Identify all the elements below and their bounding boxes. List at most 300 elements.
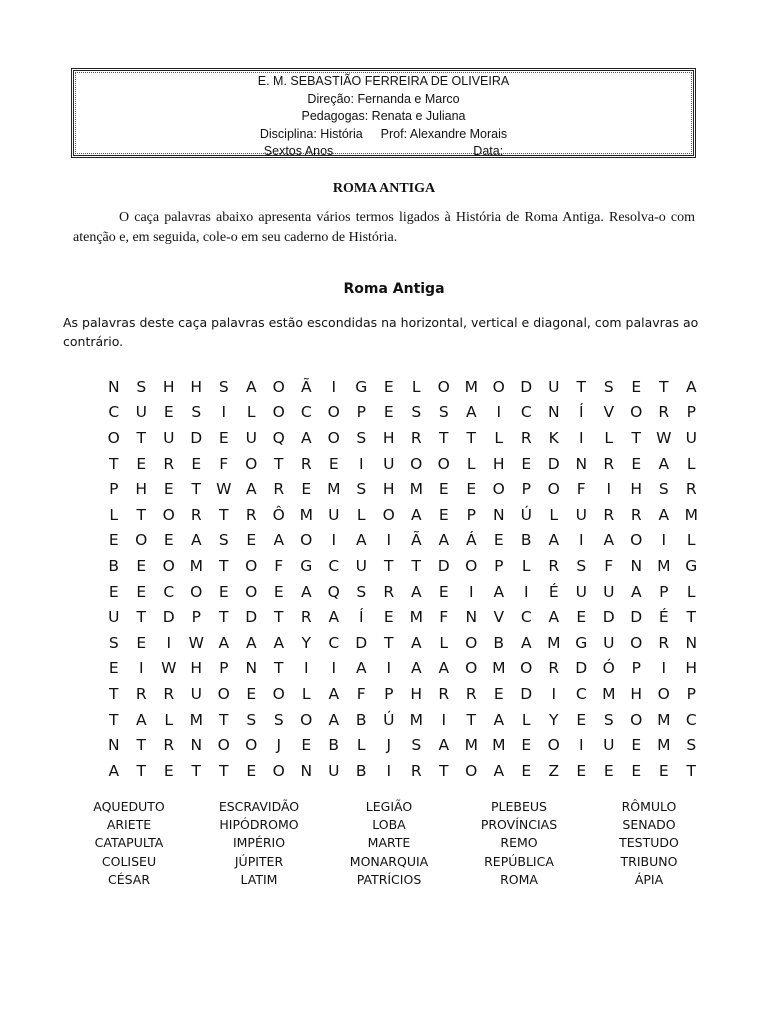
grid-cell: B — [108, 556, 120, 575]
grid-cell: R — [465, 684, 477, 703]
grid-cell: W — [656, 428, 672, 447]
grid-cell: A — [300, 582, 312, 601]
grid-cell: H — [162, 377, 175, 396]
grid-cell: E — [521, 761, 532, 780]
grid-cell: U — [135, 403, 147, 422]
grid-cell: F — [604, 556, 614, 575]
grid-cell: R — [300, 454, 312, 473]
grid-cell: S — [356, 582, 367, 601]
grid-cell: H — [382, 480, 395, 499]
grid-cell: R — [520, 428, 532, 447]
word-search-grid — [100, 374, 705, 784]
grid-cell: M — [409, 710, 423, 729]
grid-cell: E — [328, 454, 339, 473]
grid-cell: T — [576, 377, 586, 396]
grid-cell: N — [107, 736, 120, 755]
grid-cell: A — [245, 377, 257, 396]
grid-cell: I — [331, 659, 337, 678]
grid-cell: N — [465, 608, 478, 627]
grid-cell: I — [331, 377, 337, 396]
grid-cell: T — [109, 454, 119, 473]
grid-cell: H — [190, 377, 203, 396]
grid-cell: O — [465, 556, 478, 575]
grid-cell: A — [108, 761, 120, 780]
grid-cell: E — [383, 608, 394, 627]
grid-cell: E — [136, 582, 147, 601]
grid-cell: A — [493, 710, 505, 729]
grid-cell: W — [188, 633, 204, 652]
grid-cell: L — [521, 710, 531, 729]
grid-cell: P — [109, 480, 119, 499]
word-item: AQUEDUTO — [93, 799, 165, 814]
grid-cell: P — [219, 659, 229, 678]
grid-cell: U — [548, 377, 560, 396]
grid-cell: C — [520, 403, 532, 422]
grid-cell: H — [685, 659, 698, 678]
grid-cell: L — [439, 633, 449, 652]
grid-cell: E — [383, 403, 394, 422]
grid-cell: A — [548, 608, 560, 627]
word-item: REPÚBLICA — [484, 853, 554, 869]
grid-cell: G — [575, 633, 588, 652]
word-column — [194, 798, 324, 889]
grid-cell: O — [190, 582, 203, 601]
word-item: ESCRAVIDÃO — [218, 799, 300, 814]
grid-cell: E — [136, 556, 147, 575]
grid-cell: A — [273, 531, 285, 550]
grid-cell: T — [136, 736, 146, 755]
grid-cell: B — [328, 736, 340, 755]
grid-cell: T — [109, 684, 119, 703]
grid-cell: D — [520, 377, 533, 396]
grid-cell: Ú — [383, 710, 395, 729]
grid-cell: S — [603, 710, 614, 729]
grid-cell: Z — [548, 761, 560, 780]
grid-cell: E — [246, 761, 257, 780]
grid-cell: Ú — [520, 505, 532, 524]
grid-cell: C — [575, 684, 587, 703]
word-column — [584, 798, 714, 889]
grid-cell: I — [661, 659, 667, 678]
grid-cell: S — [438, 403, 449, 422]
grid-cell: A — [603, 531, 615, 550]
grid-cell: L — [494, 428, 504, 447]
grid-cell: M — [684, 505, 698, 524]
grid-cell: O — [630, 531, 643, 550]
grid-cell: E — [108, 659, 119, 678]
grid-cell: L — [549, 505, 559, 524]
grid-row — [100, 604, 705, 630]
grid-cell: T — [439, 428, 449, 447]
grid-cell: T — [219, 556, 229, 575]
grid-cell: E — [438, 480, 449, 499]
grid-cell: O — [437, 377, 450, 396]
grid-cell: E — [631, 736, 642, 755]
grid-cell: A — [438, 531, 450, 550]
grid-cell: A — [273, 633, 285, 652]
grid-cell: E — [658, 761, 669, 780]
grid-cell: L — [246, 403, 256, 422]
grid-cell: A — [190, 531, 202, 550]
grid-cell: S — [411, 736, 422, 755]
grid-cell: A — [438, 659, 450, 678]
grid-cell: C — [163, 582, 175, 601]
grid-cell: M — [409, 608, 423, 627]
grid-cell: A — [328, 608, 340, 627]
grid-cell: D — [355, 633, 368, 652]
grid-cell: R — [603, 505, 615, 524]
grid-cell: A — [355, 531, 367, 550]
grid-cell: T — [219, 505, 229, 524]
grid-cell: R — [163, 736, 175, 755]
grid-cell: C — [300, 403, 312, 422]
grid-cell: I — [386, 659, 392, 678]
grid-cell: T — [191, 761, 201, 780]
grid-cell: O — [272, 761, 285, 780]
grid-cell: O — [327, 428, 340, 447]
grid-cell: O — [657, 684, 670, 703]
grid-cell: A — [328, 710, 340, 729]
grid-cell: R — [135, 684, 147, 703]
grid-cell: R — [273, 480, 285, 499]
grid-cell: U — [328, 761, 340, 780]
grid-cell: O — [492, 480, 505, 499]
grid-cell: R — [383, 582, 395, 601]
grid-cell: E — [301, 736, 312, 755]
grid-cell: I — [358, 454, 364, 473]
grid-cell: T — [274, 454, 284, 473]
grid-cell: M — [327, 480, 341, 499]
grid-cell: D — [437, 556, 450, 575]
grid-cell: I — [138, 659, 144, 678]
grid-cell: N — [575, 454, 588, 473]
grid-cell: P — [631, 659, 641, 678]
word-item: ARIETE — [106, 817, 152, 833]
grid-cell: E — [631, 454, 642, 473]
grid-cell: M — [189, 556, 203, 575]
grid-cell: P — [384, 684, 394, 703]
grid-cell: R — [603, 454, 615, 473]
grid-cell: É — [548, 582, 559, 601]
grid-cell: I — [551, 684, 557, 703]
grid-cell: E — [493, 684, 504, 703]
grid-cell: P — [466, 505, 476, 524]
word-item: PROVÍNCIAS — [480, 817, 558, 833]
grid-cell: G — [685, 556, 698, 575]
grid-cell: U — [163, 428, 175, 447]
grid-cell: É — [658, 608, 669, 627]
grid-cell: L — [604, 428, 614, 447]
grid-cell: A — [410, 659, 422, 678]
grid-cell: O — [245, 556, 258, 575]
grid-cell: V — [603, 403, 615, 422]
grid-cell: M — [547, 633, 561, 652]
grid-cell: O — [107, 428, 120, 447]
grid-cell: H — [135, 480, 148, 499]
grid-cell: L — [356, 736, 366, 755]
school-header-box — [71, 68, 696, 158]
grid-cell: U — [603, 582, 615, 601]
grid-cell: A — [245, 480, 257, 499]
grid-cell: I — [523, 582, 529, 601]
word-item: MONARQUIA — [349, 853, 429, 869]
grid-cell: L — [356, 505, 366, 524]
word-item: SENADO — [622, 817, 676, 833]
grid-cell: U — [603, 736, 615, 755]
grid-cell: E — [163, 403, 174, 422]
grid-cell: U — [355, 556, 367, 575]
grid-cell: M — [657, 556, 671, 575]
grid-cell: T — [384, 633, 394, 652]
grid-cell: E — [521, 454, 532, 473]
grid-row — [100, 451, 705, 477]
grid-cell: N — [492, 505, 505, 524]
pedagogues-line: Pedagogas: Renata e Juliana — [301, 109, 466, 123]
grid-cell: H — [382, 428, 395, 447]
grid-cell: U — [383, 454, 395, 473]
grid-cell: I — [468, 582, 474, 601]
grid-cell: O — [245, 582, 258, 601]
grid-cell: T — [219, 608, 229, 627]
word-column — [64, 798, 194, 889]
grid-cell: O — [245, 736, 258, 755]
grid-cell: T — [659, 377, 669, 396]
word-item: PLEBEUS — [491, 799, 547, 814]
grid-cell: E — [493, 531, 504, 550]
grid-cell: P — [659, 582, 669, 601]
grid-row — [100, 656, 705, 682]
grid-cell: R — [410, 428, 422, 447]
grid-cell: A — [410, 582, 422, 601]
grid-cell: T — [466, 710, 476, 729]
grid-cell: L — [466, 454, 476, 473]
grid-cell: D — [547, 454, 560, 473]
grid-cell: U — [575, 505, 587, 524]
grid-cell: A — [218, 633, 230, 652]
grid-cell: O — [437, 454, 450, 473]
grid-cell: E — [246, 684, 257, 703]
grid-cell: A — [493, 761, 505, 780]
grid-cell: O — [327, 403, 340, 422]
grid-cell: E — [576, 710, 587, 729]
grid-cell: T — [466, 428, 476, 447]
grid-cell: L — [411, 377, 421, 396]
grid-row — [100, 732, 705, 758]
grid-cell: E — [163, 531, 174, 550]
grid-cell: O — [272, 684, 285, 703]
grid-row — [100, 476, 705, 502]
grid-cell: A — [300, 428, 312, 447]
grid-cell: F — [356, 684, 366, 703]
grid-cell: Q — [327, 582, 340, 601]
grid-cell: W — [161, 659, 177, 678]
grade-date-row — [74, 143, 693, 161]
grid-cell: P — [356, 403, 366, 422]
grid-cell: O — [300, 710, 313, 729]
grid-cell: B — [355, 710, 367, 729]
grid-cell: S — [246, 710, 257, 729]
grid-row — [100, 374, 705, 400]
grid-cell: I — [661, 531, 667, 550]
grid-cell: K — [548, 428, 559, 447]
grid-cell: O — [410, 454, 423, 473]
grade-line: Sextos Anos — [263, 144, 334, 158]
grid-cell: H — [492, 454, 505, 473]
grid-cell: T — [136, 505, 146, 524]
grid-row — [100, 528, 705, 554]
grid-cell: J — [276, 736, 282, 755]
grid-cell: T — [219, 710, 229, 729]
grid-row — [100, 758, 705, 784]
grid-cell: I — [578, 428, 584, 447]
grid-cell: R — [548, 659, 560, 678]
grid-cell: C — [328, 633, 340, 652]
grid-row — [100, 681, 705, 707]
grid-cell: T — [136, 761, 146, 780]
grid-cell: Y — [301, 633, 311, 652]
grid-cell: R — [163, 684, 175, 703]
grid-cell: H — [190, 659, 203, 678]
grid-cell: L — [686, 454, 696, 473]
grid-cell: I — [441, 710, 447, 729]
grid-cell: E — [383, 377, 394, 396]
word-item: ÁPIA — [634, 871, 664, 887]
grid-cell: A — [135, 710, 147, 729]
grid-cell: M — [189, 710, 203, 729]
grid-cell: O — [382, 505, 395, 524]
word-item: REMO — [500, 835, 538, 851]
grid-cell: H — [630, 684, 643, 703]
grid-cell: R — [548, 556, 560, 575]
grid-cell: N — [107, 377, 120, 396]
grid-cell: L — [686, 531, 696, 550]
grid-cell: W — [216, 480, 232, 499]
grid-row — [100, 502, 705, 528]
grid-cell: E — [521, 736, 532, 755]
grid-cell: S — [136, 377, 147, 396]
grid-cell: N — [245, 659, 258, 678]
grid-cell: L — [686, 582, 696, 601]
grid-cell: O — [465, 659, 478, 678]
grid-cell: O — [272, 403, 285, 422]
grid-cell: D — [245, 608, 258, 627]
grid-cell: A — [328, 684, 340, 703]
grid-cell: A — [438, 736, 450, 755]
grid-cell: F — [576, 480, 586, 499]
grid-cell: A — [630, 582, 642, 601]
grid-cell: A — [410, 505, 422, 524]
grid-cell: L — [164, 710, 174, 729]
grid-cell: S — [356, 480, 367, 499]
grid-cell: E — [466, 480, 477, 499]
grid-cell: L — [521, 556, 531, 575]
grid-cell: D — [520, 684, 533, 703]
grid-cell: B — [520, 531, 532, 550]
discipline-teacher-row — [74, 126, 693, 144]
grid-cell: T — [439, 761, 449, 780]
grid-cell: N — [547, 403, 560, 422]
grid-cell: U — [685, 428, 697, 447]
grid-cell: E — [438, 505, 449, 524]
grid-cell: E — [163, 480, 174, 499]
grid-cell: A — [410, 633, 422, 652]
grid-cell: E — [631, 377, 642, 396]
grid-cell: O — [492, 377, 505, 396]
grid-cell: T — [274, 659, 284, 678]
grid-cell: T — [686, 608, 696, 627]
grid-cell: P — [494, 556, 504, 575]
grid-cell: E — [218, 428, 229, 447]
grid-row — [100, 553, 705, 579]
grid-cell: O — [217, 684, 230, 703]
grid-cell: P — [686, 684, 696, 703]
word-item: CATAPULTA — [94, 835, 164, 851]
word-item: JÚPITER — [234, 853, 284, 869]
grid-cell: O — [217, 736, 230, 755]
grid-cell: U — [108, 608, 120, 627]
grid-cell: N — [300, 761, 313, 780]
grid-cell: G — [300, 556, 313, 575]
grid-cell: S — [218, 531, 229, 550]
word-item: COLISEU — [101, 853, 157, 869]
grid-cell: D — [602, 608, 615, 627]
grid-cell: T — [384, 556, 394, 575]
grid-cell: O — [520, 659, 533, 678]
grid-cell: R — [658, 633, 670, 652]
school-name: E. M. SEBASTIÃO FERREIRA DE OLIVEIRA — [257, 74, 510, 88]
grid-cell: M — [657, 736, 671, 755]
word-item: LATIM — [240, 871, 278, 887]
word-item: HIPÓDROMO — [219, 817, 299, 833]
grid-cell: S — [191, 403, 202, 422]
teacher-line: Prof: Alexandre Morais — [380, 126, 508, 141]
grid-cell: Ó — [602, 659, 615, 678]
grid-cell: T — [191, 480, 201, 499]
grid-cell: C — [328, 556, 340, 575]
grid-cell: H — [630, 480, 643, 499]
grid-cell: P — [686, 403, 696, 422]
grid-cell: M — [602, 684, 616, 703]
word-item: CÉSAR — [107, 871, 151, 887]
grid-cell: G — [355, 377, 368, 396]
grid-cell: O — [162, 505, 175, 524]
grid-cell: M — [657, 710, 671, 729]
grid-cell: U — [245, 428, 257, 447]
grid-row — [100, 400, 705, 426]
grid-cell: E — [301, 480, 312, 499]
grid-cell: I — [578, 736, 584, 755]
grid-cell: D — [630, 608, 643, 627]
word-column — [454, 798, 584, 889]
grid-cell: R — [658, 403, 670, 422]
grid-cell: U — [328, 505, 340, 524]
word-item: RÔMULO — [621, 799, 677, 814]
grid-cell: O — [465, 761, 478, 780]
grid-cell: O — [300, 531, 313, 550]
grid-cell: E — [576, 761, 587, 780]
discipline-line: Disciplina: História — [259, 126, 363, 141]
grid-cell: Ã — [300, 377, 312, 396]
grid-cell: S — [603, 377, 614, 396]
date-label: Data: — [473, 144, 504, 158]
grid-cell: I — [606, 480, 612, 499]
grid-cell: Q — [272, 428, 285, 447]
grid-cell: E — [163, 761, 174, 780]
grid-cell: R — [300, 608, 312, 627]
grid-cell: R — [438, 684, 450, 703]
grid-cell: U — [603, 633, 615, 652]
grid-cell: O — [547, 480, 560, 499]
